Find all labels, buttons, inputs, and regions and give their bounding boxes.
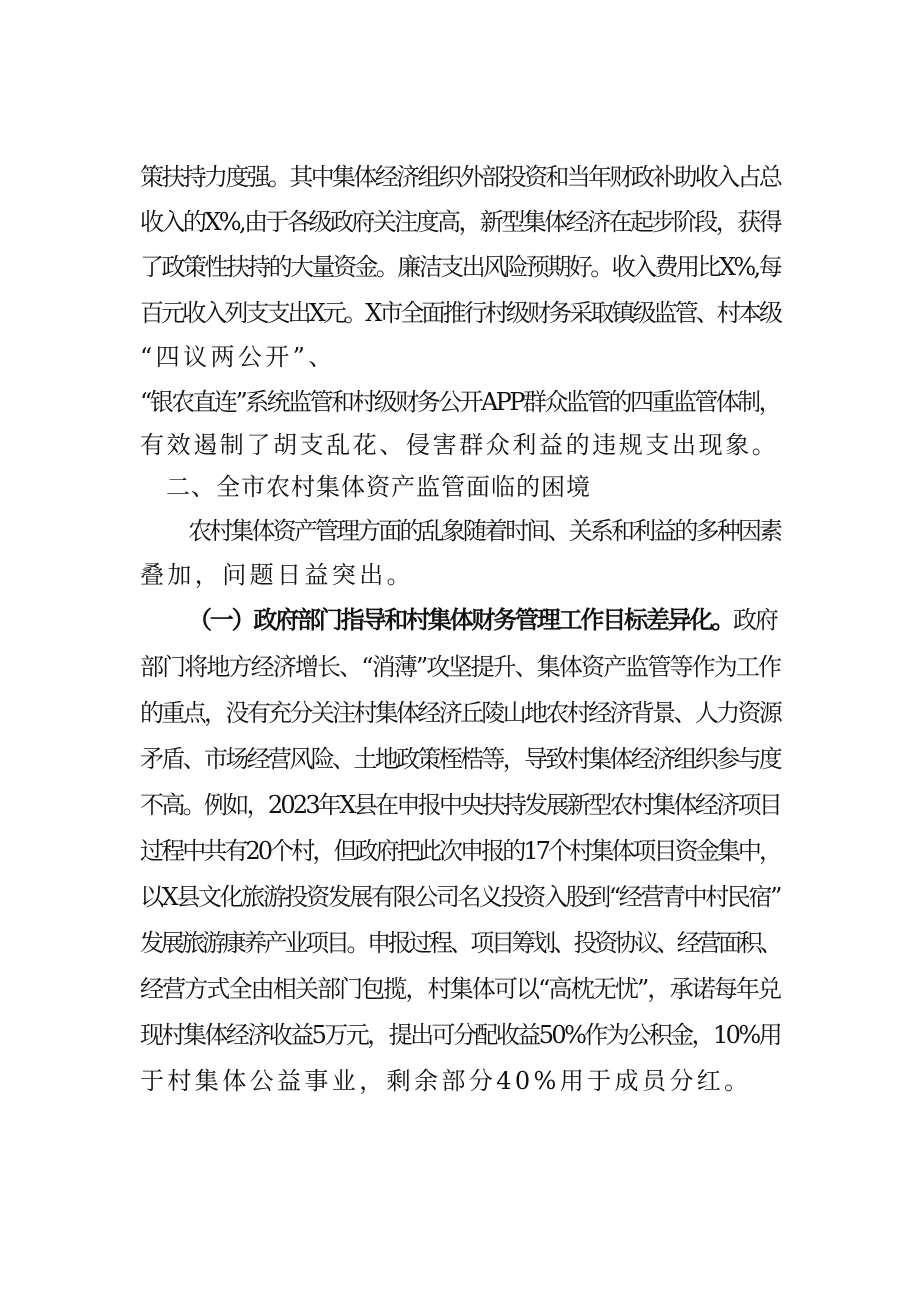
text-line-4: 百元收入列支支出X元。X市全面推行村级财务采取镇级监管、村本级 (140, 299, 780, 327)
text-line-5: “四议两公开”、 (140, 343, 336, 371)
text-line-14: 的重点，没有充分关注村集体经济丘陵山地农村经济背景、人力资源 (140, 699, 780, 727)
subsection-line-tail: 政府 (733, 606, 777, 634)
text-line-13: 部门将地方经济增长、“消薄”攻坚提升、集体资产监管等作为工作 (140, 653, 780, 681)
text-line-22: 于村集体公益事业，剩余部分40%用于成员分红。 (140, 1067, 752, 1095)
text-line-21: 现村集体经济收益5万元，提出可分配收益50%作为公积金，10%用 (140, 1021, 780, 1049)
text-line-15: 矛盾、市场经营风险、土地政策桎梏等，导致村集体经济组织参与度 (140, 745, 780, 773)
text-line-16: 不高。例如，2023年X县在申报中央扶持发展新型农村集体经济项目 (140, 791, 780, 819)
text-line-7: 有效遏制了胡支乱花、侵害群众利益的违规支出现象。 (140, 431, 779, 459)
text-line-10: 叠加，问题日益突出。 (140, 561, 414, 589)
section-heading: 二、全市农村集体资产监管面临的困境 (166, 473, 591, 501)
subsection-line (188, 603, 780, 637)
subsection-heading: （一）政府部门指导和村集体财务管理工作目标差异化。 (188, 605, 733, 634)
text-line-2: 收入的X%,由于各级政府关注度高，新型集体经济在起步阶段，获得 (140, 208, 780, 236)
text-line-3: 了政策性扶持的大量资金。廉洁支出风险预期好。收入费用比X%,每 (140, 253, 780, 281)
text-line-1: 策扶持力度强。其中集体经济组织外部投资和当年财政补助收入占总 (140, 163, 780, 191)
text-line-6: “银农直连”系统监管和村级财务公开APP群众监管的四重监管体制， (140, 388, 780, 416)
text-line-18: 以X县文化旅游投资发展有限公司名义投资入股到“经营青中村民宿” (140, 883, 780, 911)
text-line-20: 经营方式全由相关部门包揽，村集体可以“高枕无忧”，承诺每年兑 (140, 975, 780, 1003)
text-line-19: 发展旅游康养产业项目。申报过程、项目筹划、投资协议、经营面积、 (140, 929, 780, 957)
text-line-9: 农村集体资产管理方面的乱象随着时间、关系和利益的多种因素 (188, 517, 780, 545)
text-line-17: 过程中共有20个村，但政府把此次申报的17个村集体项目资金集中， (140, 837, 780, 865)
